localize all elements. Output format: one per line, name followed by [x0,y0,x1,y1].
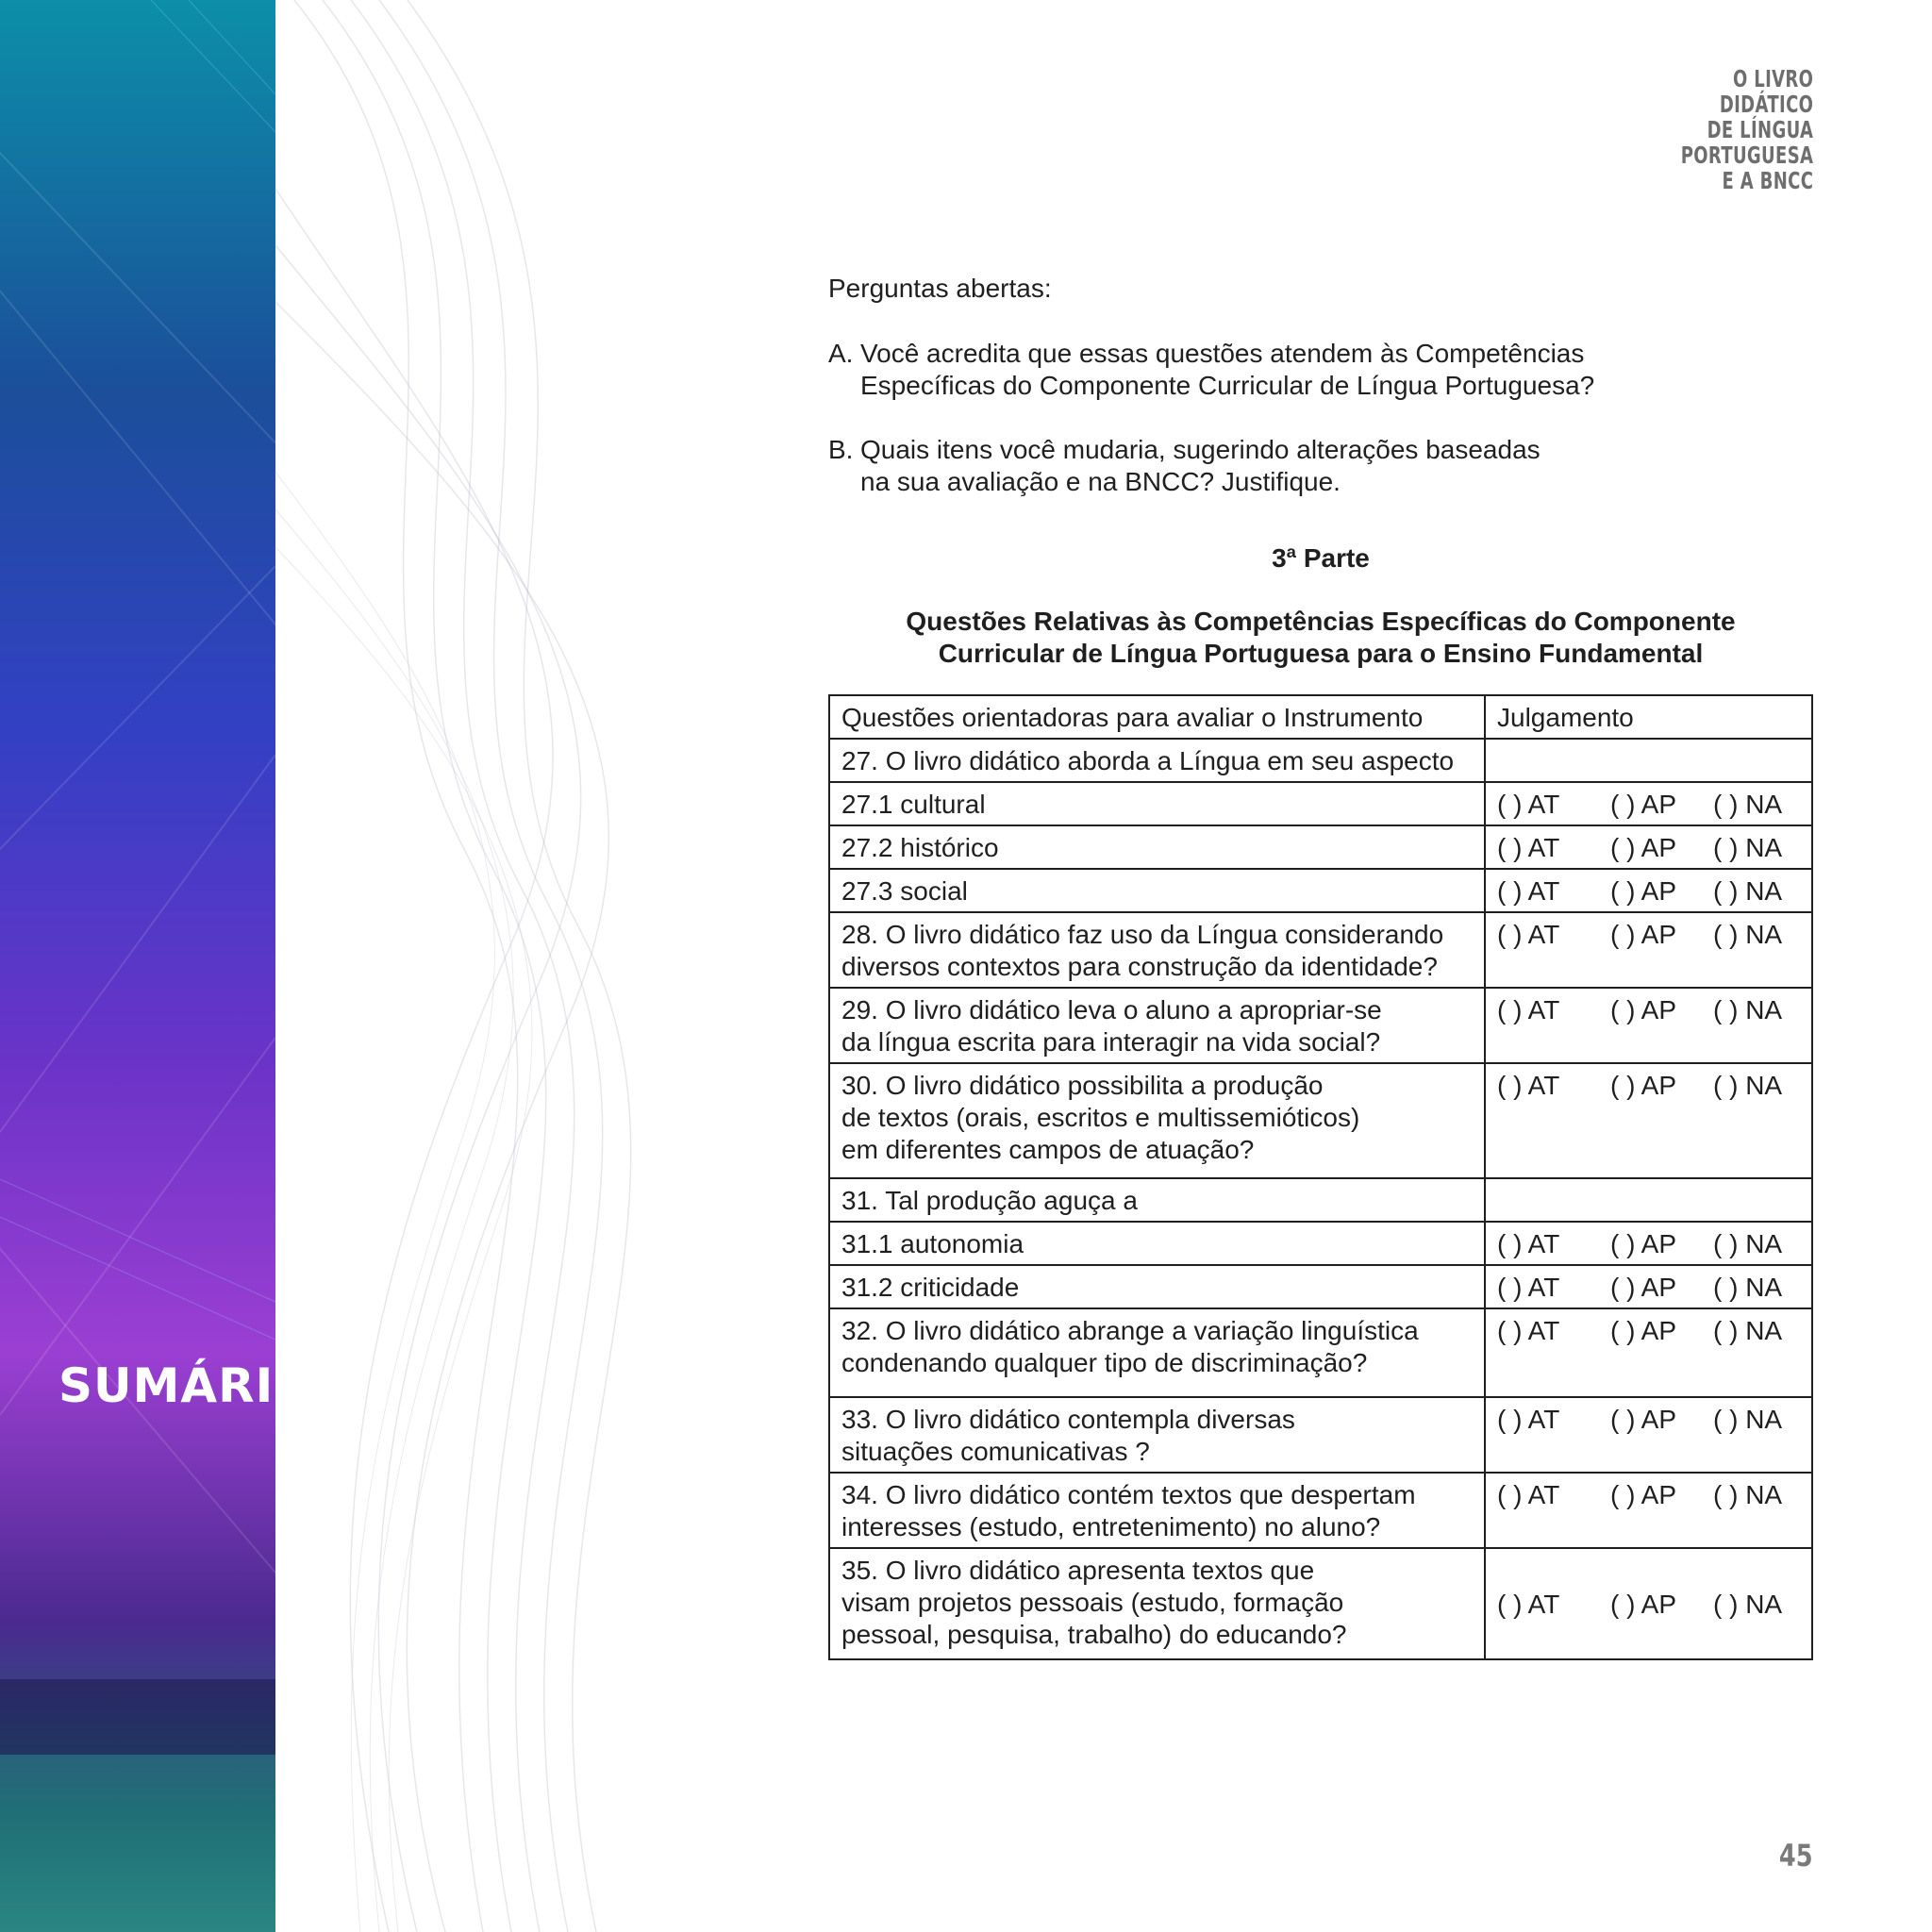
book-title [1680,66,1813,193]
option-ap-checkbox[interactable]: ( ) AP [1610,1480,1677,1509]
question-line: da língua escrita para interagir na vida social? [841,1027,1381,1057]
book-title-line: DIDÁTICO [1719,91,1813,118]
judgment-cell [1485,825,1812,869]
option-na-checkbox[interactable]: ( ) NA [1713,995,1783,1024]
judgment-options [1497,1589,1800,1621]
option-na-checkbox[interactable]: ( ) NA [1713,1590,1783,1619]
judgment-options [1497,1315,1800,1347]
table-row [829,825,1812,869]
judgment-options [1497,875,1800,908]
page-number: 45 [1779,1838,1813,1874]
option-na-checkbox[interactable]: ( ) NA [1713,876,1783,906]
decorative-sidebar [0,0,315,1932]
option-at-checkbox[interactable]: ( ) AT [1497,1229,1560,1258]
book-title-line: PORTUGUESA [1680,142,1813,169]
question-line: 27.2 histórico [841,833,999,862]
question-cell [829,1548,1485,1659]
question-cell [829,739,1485,782]
table-row [829,988,1812,1063]
judgment-cell [1485,1265,1812,1308]
option-ap-checkbox[interactable]: ( ) AP [1610,1229,1677,1258]
table-row [829,912,1812,988]
question-line: 27. O livro didático aborda a Língua em seu aspecto [841,746,1455,775]
question-text: Você acredita que essas questões atendem às Competências [860,339,1585,368]
question-cell [829,1178,1485,1222]
table-row [829,1222,1812,1265]
option-at-checkbox[interactable]: ( ) AT [1497,833,1560,862]
question-letter: A. [828,339,854,368]
question-line: interesses (estudo, entretenimento) no aluno? [841,1512,1381,1541]
question-cell [829,782,1485,825]
question-line: diversos contextos para construção da identidade? [841,952,1438,981]
question-cell [829,869,1485,912]
question-line: 31.1 autonomia [841,1229,1024,1258]
option-ap-checkbox[interactable]: ( ) AP [1610,920,1677,949]
option-na-checkbox[interactable]: ( ) NA [1713,790,1783,819]
option-at-checkbox[interactable]: ( ) AT [1497,920,1560,949]
open-question-b [828,434,1813,498]
book-title-line: DE LÍNGUA [1707,116,1813,143]
judgment-options [1497,1404,1800,1436]
option-at-checkbox[interactable]: ( ) AT [1497,790,1560,819]
question-line: pessoal, pesquisa, trabalho) do educando? [841,1620,1347,1649]
judgment-cell [1485,1063,1812,1178]
table-row [829,1473,1812,1548]
question-text: Específicas do Componente Curricular de Língua Portuguesa? [860,371,1595,400]
judgment-cell [1485,988,1812,1063]
judgment-cell [1485,1308,1812,1397]
judgment-cell [1485,912,1812,988]
table-row [829,1063,1812,1178]
option-at-checkbox[interactable]: ( ) AT [1497,995,1560,1024]
option-at-checkbox[interactable]: ( ) AT [1497,876,1560,906]
judgment-options [1497,919,1800,951]
judgment-cell [1485,1397,1812,1473]
question-cell [829,1265,1485,1308]
option-na-checkbox[interactable]: ( ) NA [1713,1405,1783,1434]
judgment-options [1497,994,1800,1026]
evaluation-table [828,694,1813,1660]
option-ap-checkbox[interactable]: ( ) AP [1610,1273,1677,1302]
section-title-line: Questões Relativas às Competências Específicas do Componente [906,607,1736,636]
table-row [829,869,1812,912]
question-text: na sua avaliação e na BNCC? Justifique. [860,467,1341,496]
option-at-checkbox[interactable]: ( ) AT [1497,1071,1560,1100]
question-cell [829,1473,1485,1548]
option-ap-checkbox[interactable]: ( ) AP [1610,1590,1677,1619]
section-title [828,606,1813,670]
question-line: condenando qualquer tipo de discriminação? [841,1348,1368,1377]
question-line: visam projetos pessoais (estudo, formação [841,1588,1344,1617]
judgment-cell [1485,1222,1812,1265]
judgment-cell [1485,739,1812,782]
question-line: 27.1 cultural [841,790,986,819]
question-cell [829,825,1485,869]
decorative-waves [275,0,747,1932]
table-row [829,782,1812,825]
question-line: 29. O livro didático leva o aluno a apropriar-se [841,995,1382,1024]
judgment-options [1497,1070,1800,1102]
option-ap-checkbox[interactable]: ( ) AP [1610,1071,1677,1100]
option-na-checkbox[interactable]: ( ) NA [1713,1229,1783,1258]
option-na-checkbox[interactable]: ( ) NA [1713,1480,1783,1509]
question-letter: B. [828,435,854,464]
table-row [829,1308,1812,1397]
question-line: de textos (orais, escritos e multissemióticos) [841,1103,1360,1132]
question-cell [829,1222,1485,1265]
option-na-checkbox[interactable]: ( ) NA [1713,920,1783,949]
summary-link[interactable]: SUMÁRIO [58,1358,315,1413]
judgment-cell [1485,1548,1812,1659]
judgment-options [1497,1479,1800,1511]
question-cell [829,1063,1485,1178]
option-na-checkbox[interactable]: ( ) NA [1713,1273,1783,1302]
sidebar-light-streaks [0,0,275,1932]
question-cell [829,912,1485,988]
book-title-line: E A BNCC [1722,167,1813,194]
question-cell [829,1308,1485,1397]
book-title-line: O LIVRO [1732,65,1813,92]
judgment-options [1497,832,1800,864]
question-cell [829,1397,1485,1473]
question-line: 27.3 social [841,876,968,906]
option-ap-checkbox[interactable]: ( ) AP [1610,833,1677,862]
header-judgment: Julgamento [1485,695,1812,739]
question-line: 35. O livro didático apresenta textos que [841,1556,1315,1585]
open-questions-heading: Perguntas abertas: [828,274,1052,303]
option-ap-checkbox[interactable]: ( ) AP [1610,995,1677,1024]
judgment-cell [1485,1178,1812,1222]
section-title-line: Curricular de Língua Portuguesa para o Ensino Fundamental [938,639,1704,668]
table-row [829,1548,1812,1659]
question-line: 31. Tal produção aguça a [841,1186,1138,1215]
question-line: 33. O livro didático contempla diversas [841,1405,1295,1434]
question-line: 34. O livro didático contém textos que despertam [841,1480,1416,1509]
option-at-checkbox[interactable]: ( ) AT [1497,1273,1560,1302]
judgment-options [1497,1228,1800,1260]
table-header-row [829,695,1812,739]
option-at-checkbox[interactable]: ( ) AT [1497,1316,1560,1345]
option-at-checkbox[interactable]: ( ) AT [1497,1590,1560,1619]
question-cell [829,988,1485,1063]
question-text: Quais itens você mudaria, sugerindo alterações baseadas [860,435,1541,464]
table-row [829,1265,1812,1308]
part-title: 3ª Parte [1272,543,1370,573]
judgment-options [1497,789,1800,821]
option-ap-checkbox[interactable]: ( ) AP [1610,1316,1677,1345]
open-question-a [828,338,1813,402]
judgment-options [1497,1272,1800,1304]
question-line: situações comunicativas ? [841,1437,1150,1466]
judgment-cell [1485,782,1812,825]
option-na-checkbox[interactable]: ( ) NA [1713,833,1783,862]
page-content [828,274,1813,1660]
option-na-checkbox[interactable]: ( ) NA [1713,1071,1783,1100]
option-na-checkbox[interactable]: ( ) NA [1713,1316,1783,1345]
question-line: 30. O livro didático possibilita a produção [841,1071,1324,1100]
option-at-checkbox[interactable]: ( ) AT [1497,1480,1560,1509]
table-row [829,1397,1812,1473]
table-row [829,1178,1812,1222]
judgment-cell [1485,869,1812,912]
question-line: 28. O livro didático faz uso da Língua considerando [841,920,1444,949]
question-line: 31.2 criticidade [841,1273,1020,1302]
judgment-cell [1485,1473,1812,1548]
option-ap-checkbox[interactable]: ( ) AP [1610,876,1677,906]
option-ap-checkbox[interactable]: ( ) AP [1610,790,1677,819]
table-row [829,739,1812,782]
question-line: 32. O livro didático abrange a variação linguística [841,1316,1419,1345]
header-questions: Questões orientadoras para avaliar o Instrumento [829,695,1485,739]
option-ap-checkbox[interactable]: ( ) AP [1610,1405,1677,1434]
question-line: em diferentes campos de atuação? [841,1135,1255,1164]
option-at-checkbox[interactable]: ( ) AT [1497,1405,1560,1434]
